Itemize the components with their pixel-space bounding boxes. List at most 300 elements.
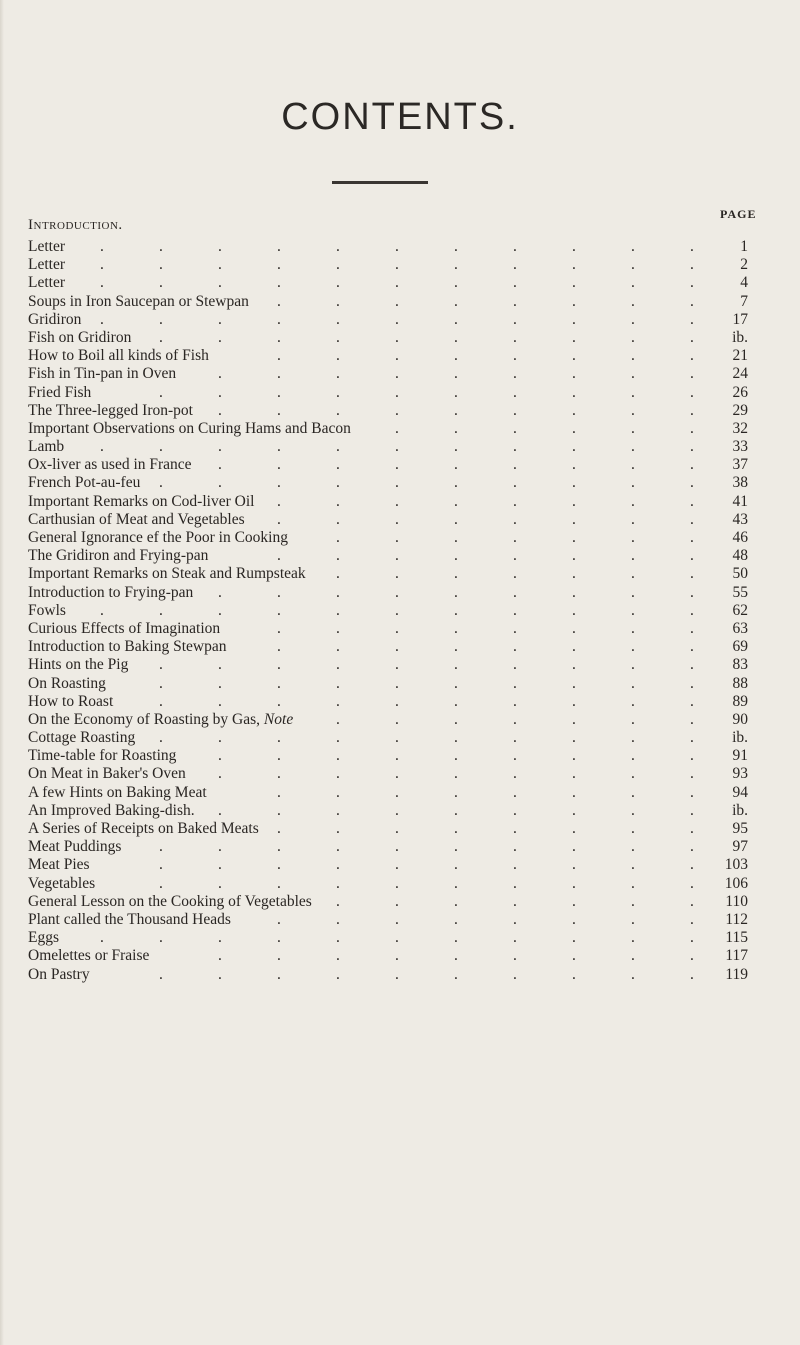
toc-entry-label: Hints on the Pig <box>28 656 129 674</box>
toc-entry-label: Meat Puddings <box>28 838 122 856</box>
leader-dot: . <box>690 565 694 583</box>
leader-dot: . <box>572 929 576 947</box>
leader-dot: . <box>454 365 458 383</box>
leader-dot: . <box>336 801 340 819</box>
leader-dot: . <box>336 401 340 419</box>
leader-dot: . <box>572 292 576 310</box>
leader-dot: . <box>277 820 281 837</box>
toc-entry-label: Time-table for Roasting <box>28 747 177 765</box>
leader-dot: . <box>513 820 517 837</box>
leader-dot: . <box>513 383 517 401</box>
leader-dot: . <box>572 474 576 492</box>
toc-entry <box>28 802 748 820</box>
leader-dot: . <box>218 274 222 292</box>
leader-dot: . <box>159 874 163 892</box>
leader-dot: . <box>218 929 222 947</box>
leader-dot: . <box>572 619 576 637</box>
toc-entry-label: Fish in Tin-pan in Oven <box>28 365 177 383</box>
leader-dot: . <box>631 710 635 728</box>
leader-dot: . <box>277 256 281 274</box>
toc-entry-label: Carthusian of Meat and Vegetables <box>28 510 245 528</box>
leader-dot: . <box>336 365 340 383</box>
leader-dot: . <box>395 601 399 619</box>
toc-entry-page-number: 69 <box>732 638 748 656</box>
leader-dot: . <box>690 438 694 456</box>
toc-entry-label: Letter <box>28 238 66 255</box>
leader-dot: . <box>631 729 635 747</box>
toc-entry <box>28 438 748 456</box>
leader-dot: . <box>454 238 458 255</box>
leader-dot: . <box>631 674 635 692</box>
toc-entry <box>28 893 748 911</box>
leader-dot: . <box>631 892 635 910</box>
leader-dot: . <box>336 674 340 692</box>
toc-entry <box>28 747 748 765</box>
toc-entry-label: Fish on Gridiron <box>28 328 132 346</box>
leader-dot: . <box>277 729 281 747</box>
leader-dot: . <box>395 310 399 328</box>
leader-dot: . <box>631 947 635 965</box>
leader-dot: . <box>159 310 163 328</box>
leader-dot: . <box>513 492 517 510</box>
leader-dot: . <box>572 492 576 510</box>
toc-entry <box>28 365 748 383</box>
toc-entry-page-number: 43 <box>732 510 748 528</box>
leader-dot: . <box>395 929 399 947</box>
leader-dot: . <box>513 601 517 619</box>
leader-dot: . <box>690 256 694 274</box>
leader-dot: . <box>631 419 635 437</box>
leader-dot: . <box>454 438 458 456</box>
leader-dot: . <box>336 547 340 565</box>
leader-dot: . <box>572 328 576 346</box>
leader-dot: . <box>454 874 458 892</box>
leader-dot: . <box>395 783 399 801</box>
leader-dot: . <box>454 947 458 965</box>
leader-dot: . <box>395 710 399 728</box>
leader-dot: . <box>631 328 635 346</box>
leader-dot: . <box>336 310 340 328</box>
leader-dot: . <box>513 310 517 328</box>
leader-dot: . <box>454 801 458 819</box>
leader-dot: . <box>218 365 222 383</box>
leader-dot: . <box>336 856 340 874</box>
leader-dot: . <box>572 729 576 747</box>
leader-dot: . <box>572 256 576 274</box>
leader-dot: . <box>277 874 281 892</box>
leader-dot: . <box>100 929 104 947</box>
leader-dot: . <box>100 601 104 619</box>
leader-dot: . <box>395 274 399 292</box>
leader-dot: . <box>513 692 517 710</box>
leader-dot: . <box>395 820 399 837</box>
toc-entry-page-number: 41 <box>732 492 748 510</box>
toc-entry <box>28 765 748 783</box>
leader-dot: . <box>631 529 635 546</box>
leader-dot: . <box>100 310 104 328</box>
toc-entry-label: Eggs <box>28 929 59 947</box>
leader-dot: . <box>631 347 635 365</box>
leader-dot: . <box>454 729 458 747</box>
toc-entry <box>28 529 748 547</box>
leader-dot: . <box>277 310 281 328</box>
leader-dot: . <box>159 438 163 456</box>
leader-dot: . <box>572 583 576 601</box>
toc-entry-page-number: 55 <box>732 583 748 601</box>
leader-dot: . <box>454 856 458 874</box>
leader-dot: . <box>454 529 458 546</box>
leader-dot: . <box>572 274 576 292</box>
toc-entry-page-number: 83 <box>732 656 748 674</box>
toc-entry-label: On Pastry <box>28 965 90 983</box>
leader-dot: . <box>218 656 222 674</box>
leader-dot: . <box>513 710 517 728</box>
leader-dot: . <box>513 328 517 346</box>
leader-dot: . <box>572 874 576 892</box>
leader-dot: . <box>631 256 635 274</box>
leader-dot: . <box>572 656 576 674</box>
leader-dot: . <box>336 729 340 747</box>
leader-dot: . <box>513 347 517 365</box>
leader-dot: . <box>631 692 635 710</box>
toc-entry-page-number: 115 <box>725 929 748 947</box>
toc-entry-page-number: 110 <box>725 892 748 910</box>
leader-dot: . <box>395 692 399 710</box>
leader-dot: . <box>572 438 576 456</box>
toc-entry <box>28 675 748 693</box>
toc-entry-page-number: 21 <box>732 347 748 365</box>
leader-dot: . <box>395 419 399 437</box>
toc-entry-page-number: 119 <box>725 965 748 983</box>
leader-dot: . <box>159 656 163 674</box>
leader-dot: . <box>100 238 104 255</box>
toc-entry <box>28 911 748 929</box>
leader-dot: . <box>631 438 635 456</box>
leader-dot: . <box>395 547 399 565</box>
toc-entry-label: Meat Pies <box>28 856 90 874</box>
leader-dot: . <box>218 474 222 492</box>
leader-dot: . <box>690 910 694 928</box>
leader-dot: . <box>690 401 694 419</box>
leader-dot: . <box>513 910 517 928</box>
leader-dot: . <box>631 656 635 674</box>
leader-dot: . <box>454 256 458 274</box>
leader-dot: . <box>690 783 694 801</box>
leader-dot: . <box>454 710 458 728</box>
leader-dot: . <box>395 492 399 510</box>
section-heading: Introduction. <box>28 217 123 233</box>
toc-entry <box>28 293 748 311</box>
leader-dot: . <box>454 674 458 692</box>
leader-dot: . <box>690 856 694 874</box>
leader-dot: . <box>336 565 340 583</box>
leader-dot: . <box>454 892 458 910</box>
leader-dot: . <box>336 710 340 728</box>
toc-entry-page-number: 7 <box>740 292 748 310</box>
toc-entry-label: French Pot-au-feu <box>28 474 141 492</box>
toc-entry <box>28 947 748 965</box>
leader-dot: . <box>513 474 517 492</box>
leader-dot: . <box>454 838 458 856</box>
leader-dot: . <box>100 438 104 456</box>
leader-dot: . <box>631 474 635 492</box>
toc-entry-label: A few Hints on Baking Meat <box>28 783 207 801</box>
toc-entry-page-number: 4 <box>740 274 748 292</box>
leader-dot: . <box>336 328 340 346</box>
leader-dot: . <box>572 529 576 546</box>
leader-dot: . <box>690 383 694 401</box>
leader-dot: . <box>631 838 635 856</box>
toc-entry-page-number: 33 <box>732 438 748 456</box>
toc-entry-page-number: 2 <box>740 256 748 274</box>
leader-dot: . <box>513 438 517 456</box>
leader-dot: . <box>690 619 694 637</box>
leader-dot: . <box>631 565 635 583</box>
toc-entry <box>28 347 748 365</box>
leader-dot: . <box>277 947 281 965</box>
leader-dot: . <box>336 510 340 528</box>
leader-dot: . <box>631 583 635 601</box>
leader-dot: . <box>395 292 399 310</box>
leader-dot: . <box>218 838 222 856</box>
toc-entry <box>28 384 748 402</box>
leader-dot: . <box>513 729 517 747</box>
leader-dot: . <box>572 820 576 837</box>
leader-dot: . <box>159 601 163 619</box>
leader-dot: . <box>690 710 694 728</box>
leader-dot: . <box>395 474 399 492</box>
toc-entry <box>28 584 748 602</box>
leader-dot: . <box>572 710 576 728</box>
leader-dot: . <box>690 965 694 983</box>
leader-dot: . <box>336 910 340 928</box>
toc-entry-label: Important Remarks on Steak and Rumpsteak <box>28 565 306 583</box>
leader-dot: . <box>277 692 281 710</box>
leader-dot: . <box>454 783 458 801</box>
leader-dot: . <box>572 783 576 801</box>
toc-entry <box>28 820 748 838</box>
toc-entry-label: Soups in Iron Saucepan or Stewpan <box>28 292 249 310</box>
leader-dot: . <box>277 765 281 783</box>
toc-entry-label: General Ignorance ef the Poor in Cooking <box>28 529 288 546</box>
toc-entry-page-number: 37 <box>732 456 748 474</box>
leader-dot: . <box>572 674 576 692</box>
leader-dot: . <box>454 601 458 619</box>
leader-dot: . <box>277 474 281 492</box>
leader-dot: . <box>277 910 281 928</box>
toc-entry <box>28 493 748 511</box>
toc-entry-label: The Three-legged Iron-pot <box>28 401 193 419</box>
leader-dot: . <box>513 838 517 856</box>
toc-entry-page-number: 88 <box>732 674 748 692</box>
leader-dot: . <box>513 801 517 819</box>
page-edge-shadow <box>0 0 4 1345</box>
page-column-header: PAGE <box>720 207 757 221</box>
leader-dot: . <box>690 328 694 346</box>
toc-entry <box>28 656 748 674</box>
leader-dot: . <box>159 328 163 346</box>
leader-dot: . <box>513 510 517 528</box>
leader-dot: . <box>572 510 576 528</box>
leader-dot: . <box>690 365 694 383</box>
toc-entry-page-number: 38 <box>732 474 748 492</box>
leader-dot: . <box>395 583 399 601</box>
leader-dot: . <box>572 692 576 710</box>
leader-dot: . <box>159 692 163 710</box>
toc-entry-label: Important Remarks on Cod-liver Oil <box>28 492 255 510</box>
leader-dot: . <box>690 547 694 565</box>
leader-dot: . <box>631 601 635 619</box>
leader-dot: . <box>631 965 635 983</box>
toc-entry-page-number: 32 <box>732 419 748 437</box>
toc-entry <box>28 456 748 474</box>
leader-dot: . <box>218 601 222 619</box>
leader-dot: . <box>454 474 458 492</box>
leader-dot: . <box>513 638 517 656</box>
leader-dot: . <box>277 328 281 346</box>
toc-entry-page-number: 94 <box>732 783 748 801</box>
leader-dot: . <box>395 347 399 365</box>
leader-dot: . <box>513 656 517 674</box>
leader-dot: . <box>513 929 517 947</box>
toc-entry <box>28 693 748 711</box>
leader-dot: . <box>277 383 281 401</box>
leader-dot: . <box>336 747 340 765</box>
leader-dot: . <box>395 965 399 983</box>
toc-entry-page-number: 63 <box>732 619 748 637</box>
toc-entry-label: Gridiron <box>28 310 82 328</box>
toc-entry <box>28 711 748 729</box>
leader-dot: . <box>336 383 340 401</box>
leader-dot: . <box>690 838 694 856</box>
leader-dot: . <box>277 292 281 310</box>
leader-dot: . <box>572 565 576 583</box>
leader-dot: . <box>395 383 399 401</box>
leader-dot: . <box>572 892 576 910</box>
leader-dot: . <box>454 274 458 292</box>
leader-dot: . <box>277 619 281 637</box>
toc-entry-page-number: 93 <box>732 765 748 783</box>
leader-dot: . <box>218 238 222 255</box>
leader-dot: . <box>631 547 635 565</box>
leader-dot: . <box>336 838 340 856</box>
leader-dot: . <box>690 456 694 474</box>
leader-dot: . <box>336 765 340 783</box>
leader-dot: . <box>631 929 635 947</box>
leader-dot: . <box>159 474 163 492</box>
leader-dot: . <box>454 419 458 437</box>
leader-dot: . <box>513 874 517 892</box>
leader-dot: . <box>277 929 281 947</box>
toc-entry-label: On Roasting <box>28 674 106 692</box>
leader-dot: . <box>454 401 458 419</box>
leader-dot: . <box>395 328 399 346</box>
toc-entry-label: Fried Fish <box>28 383 92 401</box>
leader-dot: . <box>572 947 576 965</box>
leader-dot: . <box>218 729 222 747</box>
leader-dot: . <box>277 492 281 510</box>
toc-entry-label: Cottage Roasting <box>28 729 136 747</box>
leader-dot: . <box>631 401 635 419</box>
leader-dot: . <box>631 619 635 637</box>
leader-dot: . <box>336 238 340 255</box>
toc-entry-page-number: 117 <box>725 947 748 965</box>
leader-dot: . <box>395 619 399 637</box>
leader-dot: . <box>690 347 694 365</box>
leader-dot: . <box>690 238 694 255</box>
leader-dot: . <box>454 583 458 601</box>
leader-dot: . <box>336 619 340 637</box>
leader-dot: . <box>336 947 340 965</box>
leader-dot: . <box>513 274 517 292</box>
leader-dot: . <box>631 238 635 255</box>
toc-entry-label: Ox-liver as used in France <box>28 456 192 474</box>
leader-dot: . <box>159 674 163 692</box>
toc-entry <box>28 856 748 874</box>
leader-dot: . <box>277 965 281 983</box>
leader-dot: . <box>336 820 340 837</box>
leader-dot: . <box>100 274 104 292</box>
toc-entry-page-number: 90 <box>732 710 748 728</box>
leader-dot: . <box>218 383 222 401</box>
leader-dot: . <box>454 638 458 656</box>
leader-dot: . <box>572 856 576 874</box>
toc-entry <box>28 729 748 747</box>
leader-dot: . <box>218 965 222 983</box>
leader-dot: . <box>513 547 517 565</box>
leader-dot: . <box>336 492 340 510</box>
leader-dot: . <box>513 401 517 419</box>
toc-entry <box>28 329 748 347</box>
leader-dot: . <box>277 401 281 419</box>
leader-dot: . <box>513 365 517 383</box>
leader-dot: . <box>513 292 517 310</box>
leader-dot: . <box>336 965 340 983</box>
leader-dot: . <box>690 474 694 492</box>
toc-entry-label: Letter <box>28 256 66 274</box>
leader-dot: . <box>631 874 635 892</box>
leader-dot: . <box>454 383 458 401</box>
leader-dot: . <box>218 456 222 474</box>
leader-dot: . <box>277 547 281 565</box>
leader-dot: . <box>513 256 517 274</box>
toc-entry-page-number: 17 <box>732 310 748 328</box>
toc-entry <box>28 929 748 947</box>
leader-dot: . <box>454 547 458 565</box>
toc-entry-label: Letter <box>28 274 66 292</box>
leader-dot: . <box>395 801 399 819</box>
leader-dot: . <box>631 765 635 783</box>
leader-dot: . <box>336 892 340 910</box>
leader-dot: . <box>100 256 104 274</box>
leader-dot: . <box>572 238 576 255</box>
leader-dot: . <box>277 347 281 365</box>
leader-dot: . <box>454 492 458 510</box>
leader-dot: . <box>572 365 576 383</box>
toc-entry <box>28 784 748 802</box>
leader-dot: . <box>513 747 517 765</box>
leader-dot: . <box>513 765 517 783</box>
leader-dot: . <box>159 238 163 255</box>
leader-dot: . <box>454 456 458 474</box>
leader-dot: . <box>690 820 694 837</box>
leader-dot: . <box>454 820 458 837</box>
leader-dot: . <box>277 274 281 292</box>
leader-dot: . <box>277 456 281 474</box>
toc-entry-label: Introduction to Baking Stewpan <box>28 638 227 656</box>
toc-entry-page-number: 91 <box>732 747 748 765</box>
leader-dot: . <box>218 856 222 874</box>
